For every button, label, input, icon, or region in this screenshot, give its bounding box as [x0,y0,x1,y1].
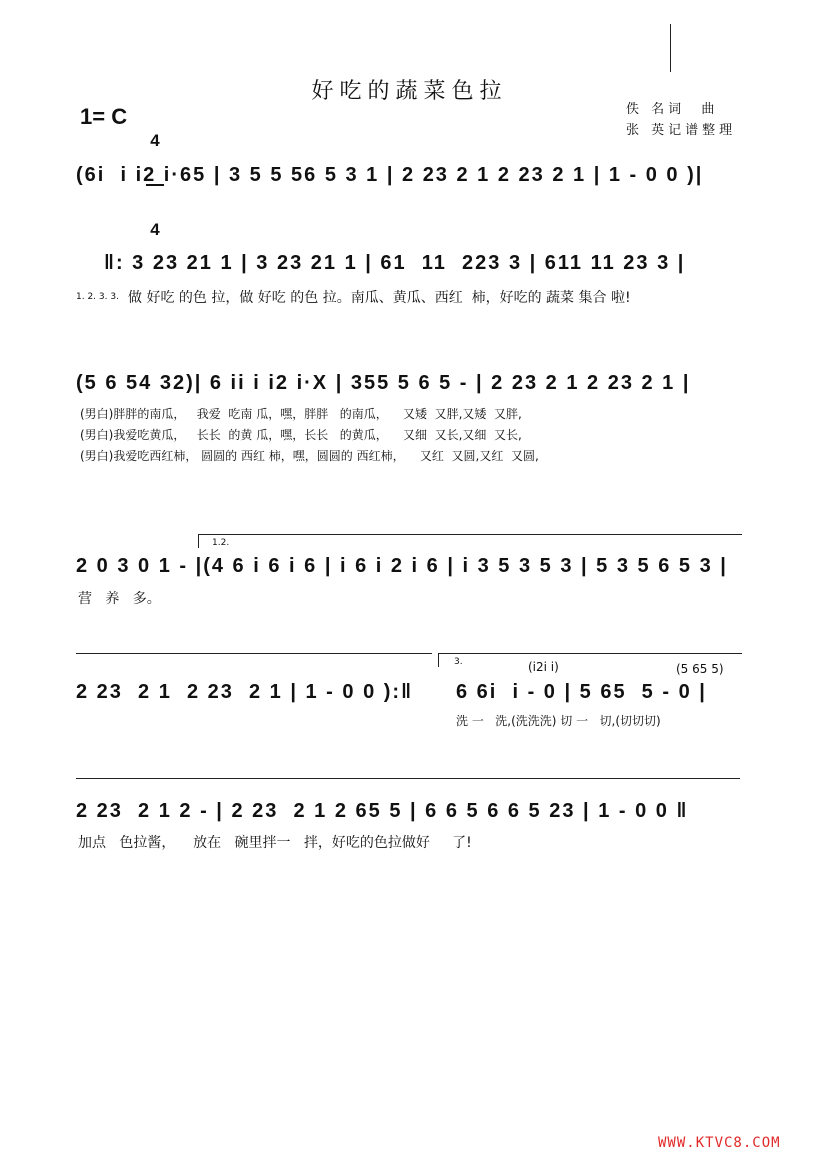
volta-bracket-1-end [198,534,199,548]
verse-numbers: 1. 2. 3. 3. [76,292,119,302]
volta-1-label: 1.2. [212,538,230,548]
system2-notes: ‖: 3 23 21 1 | 3 23 21 1 | 61 11 223 3 | 611 11 23 3 | [104,252,686,274]
system3-lyrics-1: (男白)胖胖的南瓜， 我爱 吃南 瓜，嘿，胖胖 的南瓜， 又矮 又胖,又矮 又胖, [80,407,522,421]
key-signature: 1= C [80,104,128,129]
system4-notes: 2 0 3 0 1 - |(4 6 i 6 i 6 | i 6 i 2 i 6 | i 3 5 3 5 3 | 5 3 5 6 5 3 | [76,555,728,577]
system3-lyrics-2: (男白)我爱吃黄瓜， 长长 的黄 瓜，嘿，长长 的黄瓜， 又细 又长,又细 又长, [80,428,522,442]
system3-notes: (5 6 54 32)| 6 ii i i2 i·X | 355 5 6 5 - | 2 23 2 1 2 23 2 1 | [76,372,691,394]
song-title: 好吃的蔬菜色拉 [311,79,508,104]
volta-bracket-3 [438,653,742,654]
composer-credit: 佚 名词 曲 [626,102,719,117]
arranger-credit: 张 英记谱整理 [626,123,737,138]
system4-lyrics: 营 养 多。 [78,591,161,607]
system5-lyrics: 洗 一 洗,(洗洗洗) 切 一 切,(切切切) [456,714,661,728]
system5-notes-right: 6 6i i - 0 | 5 65 5 - 0 | [456,681,707,703]
volta-bracket-1 [198,534,742,535]
system3-lyrics-3: (男白)我爱吃西红柿， 圆圆的 西红 柿，嘿，圆圆的 西红柿， 又红 又圆,又红 又圆, [80,449,539,463]
volta-3-label: 3. [454,657,463,667]
volta-bracket-3-start [438,653,439,667]
ornament-1: (i2i i) [528,660,559,674]
volta-bracket-continued [76,653,432,654]
system2-lyrics: 做 好吃 的色 拉，做 好吃 的色 拉。南瓜、黄瓜、西红 柿，好吃的 蔬菜 集合 啦! [128,290,631,306]
meter-bottom: 4 [150,220,160,239]
system1-notes: (6i i i2 i·65 | 3 5 5 56 5 3 1 | 2 23 2 1 2 23 2 1 | 1 - 0 0 )| [76,164,704,186]
system5-notes-left: 2 23 2 1 2 23 2 1 | 1 - 0 0 ):‖ [76,681,414,703]
system6-lyrics: 加点 色拉酱， 放在 碗里拌一 拌，好吃的色拉做好 了! [78,835,472,851]
volta-bracket-final [76,778,740,779]
system6-notes: 2 23 2 1 2 - | 2 23 2 1 2 65 5 | 6 6 5 6 6 5 23 | 1 - 0 0 ‖ [76,800,689,822]
corner-mark [670,24,671,72]
ornament-2: (5 65 5) [676,662,724,676]
meter-top: 4 [150,131,160,150]
site-watermark: WWW.KTVC8.COM [658,1135,781,1151]
